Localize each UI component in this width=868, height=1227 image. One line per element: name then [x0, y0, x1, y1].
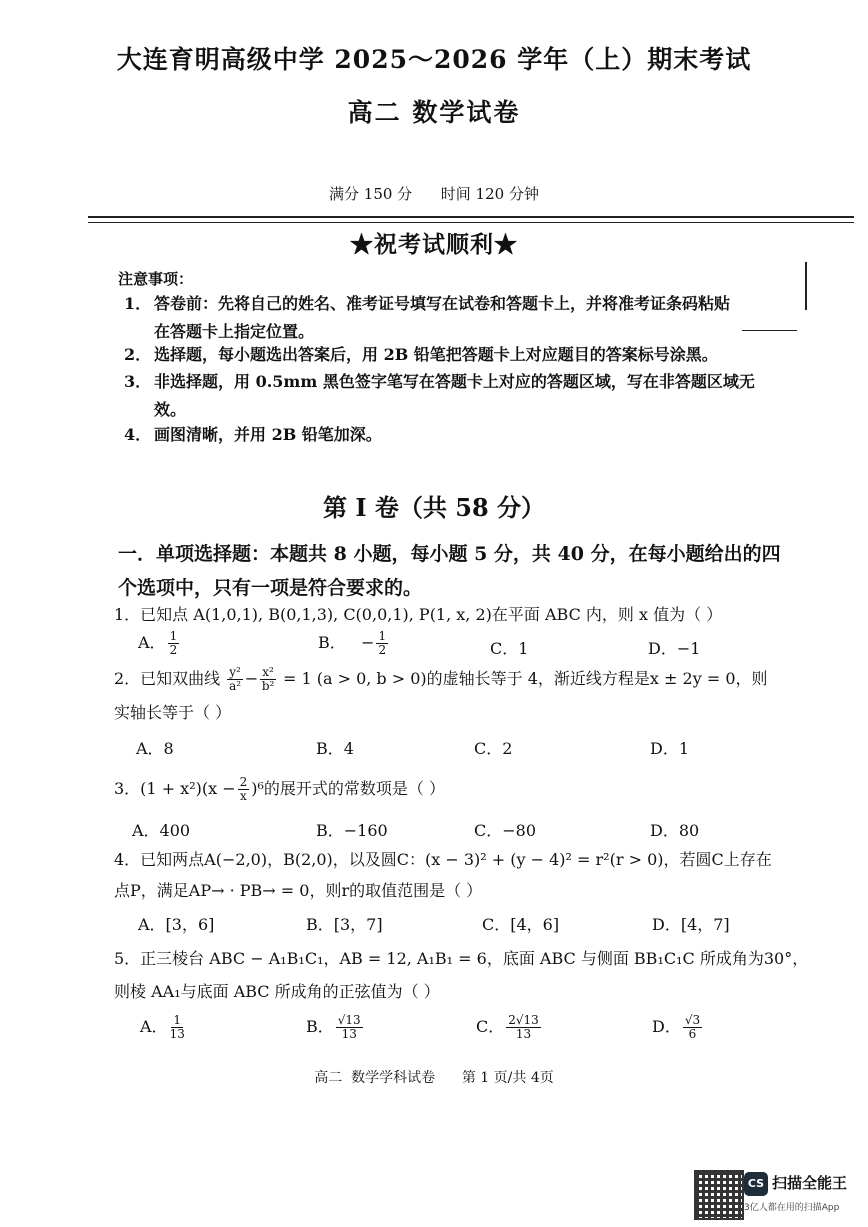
- question-2-stem: [114, 664, 854, 694]
- numerator: x²: [262, 665, 274, 679]
- question-5-option-a: [140, 1014, 187, 1041]
- numerator: √3: [684, 1013, 701, 1027]
- question-4-option-d: D．[4，7]: [652, 915, 730, 934]
- qr-code-icon: [694, 1170, 744, 1220]
- exam-title: 高二 数学试卷: [347, 98, 521, 127]
- notice-text: 非选择题，用 0.5mm 黑色签字笔写在答题卡上对应的答题区域，写在非答题区域无: [154, 372, 755, 391]
- question-1-stem: 1．已知点 A(1,0,1), B(0,1,3), C(0,0,1), P(1, x, 2)在平面 ABC 内，则 x 值为（ ）: [114, 605, 723, 624]
- question-4-option-c: C．[4，6]: [482, 915, 560, 934]
- school-title: 大连育明高级中学 2025～2026 学年（上）期末考试: [116, 45, 752, 74]
- question-1-option-b: [318, 630, 390, 657]
- fraction: [376, 630, 388, 657]
- notice-title: 注意事项：: [118, 270, 194, 288]
- option-label: B．: [306, 1017, 334, 1036]
- part-heading-line-2: 个选项中，只有一项是符合要求的。: [118, 577, 423, 599]
- fraction: [260, 666, 276, 693]
- fraction: [683, 1014, 702, 1041]
- fraction: [238, 776, 250, 803]
- part-heading: [118, 537, 838, 605]
- notice-text: 画图清晰，并用 2B 铅笔加深。: [154, 425, 382, 444]
- question-4-option-b: B．[3，7]: [306, 915, 383, 934]
- option-label: A．: [140, 1017, 168, 1036]
- question-3-option-c: C．−80: [474, 821, 537, 840]
- part-heading-line-1: 一．单项选择题：本题共 8 小题，每小题 5 分，共 40 分，在每小题给出的四: [118, 543, 781, 565]
- question-5-option-c: [476, 1014, 543, 1041]
- notice-item-1: [118, 290, 808, 346]
- exam-meta: 满分 150 分 时间 120 分钟: [329, 185, 539, 203]
- question-5-option-d: [652, 1014, 704, 1041]
- notice-text-cont: 效。: [154, 400, 187, 419]
- numerator: √13: [337, 1013, 361, 1027]
- question-1-option-d: D．−1: [648, 639, 701, 658]
- header-rule-thin: [88, 222, 854, 223]
- camscanner-tagline: 3亿人都在用的扫描App: [744, 1203, 840, 1213]
- question-2-stem-line-2: 实轴长等于（ ）: [114, 703, 232, 722]
- notice-number: 1．: [124, 294, 152, 313]
- question-5-option-b: [306, 1014, 365, 1041]
- fraction: [336, 1014, 363, 1041]
- notice-text: 选择题，每小题选出答案后，用 2B 铅笔把答题卡上对应题目的答案标号涂黑。: [154, 345, 718, 364]
- notice-number: 4．: [124, 425, 152, 444]
- question-1-option-c: C．1: [490, 639, 529, 658]
- numerator: 2√13: [508, 1013, 539, 1027]
- question-3-option-b: B．−160: [316, 821, 388, 840]
- camscanner-logo-icon: CS: [744, 1172, 768, 1196]
- numerator: 2: [239, 775, 248, 789]
- question-4-stem: 4．已知两点A(−2,0)，B(2,0)，以及圆C：(x − 3)² + (y − 4)² = r²(r > 0)，若圆C上存在: [114, 850, 772, 869]
- question-3-option-a: A．400: [132, 821, 191, 840]
- denominator: x: [240, 789, 247, 803]
- option-label: A．: [138, 633, 166, 652]
- fraction: [170, 1014, 185, 1041]
- numerator: 1: [169, 629, 178, 643]
- header-rule-thick: [88, 216, 854, 218]
- question-2-option-b: B．4: [316, 739, 354, 758]
- notice-number: 3．: [124, 372, 152, 391]
- numerator: 1: [378, 629, 387, 643]
- good-luck-banner: ★祝考试顺利★: [350, 231, 518, 258]
- notice-item-4: [118, 421, 808, 449]
- notice-number: 2．: [124, 345, 152, 364]
- question-4-option-a: A．[3，6]: [138, 915, 215, 934]
- question-5-stem: 5．正三棱台 ABC − A₁B₁C₁，AB = 12, A₁B₁ = 6，底面 ABC 与侧面 BB₁C₁C 所成角为30°，: [114, 949, 809, 968]
- page-footer: 高二 数学学科试卷 第 1 页/共 4页: [314, 1070, 554, 1086]
- question-3-stem: [114, 774, 854, 804]
- numerator: y²: [229, 665, 241, 679]
- denominator: 2: [378, 643, 387, 657]
- question-1-option-a: [138, 630, 181, 657]
- camscanner-name: 扫描全能王: [772, 1174, 848, 1192]
- option-label: C．: [476, 1017, 505, 1036]
- denominator: 13: [341, 1027, 357, 1041]
- fraction: [168, 630, 180, 657]
- stem-text: )⁶的展开式的常数项是（ ）: [251, 779, 446, 798]
- stem-text: = 1 (a > 0, b > 0)的虚轴长等于 4，渐近线方程是x ± 2y = 0，则: [282, 669, 768, 688]
- denominator: a²: [229, 679, 242, 693]
- fraction: [506, 1014, 541, 1041]
- denominator: b²: [261, 679, 275, 693]
- denominator: 13: [169, 1027, 185, 1041]
- denominator: 2: [169, 643, 178, 657]
- denominator: 6: [688, 1027, 697, 1041]
- question-2-option-a: A．8: [136, 739, 174, 758]
- notice-item-2: [118, 341, 808, 369]
- option-label: B． −: [318, 633, 375, 652]
- minus-sign: −: [244, 669, 259, 688]
- option-label: D．: [652, 1017, 681, 1036]
- notice-text-cont: 在答题卡上指定位置。: [154, 322, 315, 341]
- question-2-option-d: D．1: [650, 739, 690, 758]
- notice-item-3: [118, 368, 808, 424]
- stem-text: 2．已知双曲线: [114, 669, 221, 688]
- denominator: 13: [515, 1027, 532, 1041]
- question-3-option-d: D．80: [650, 821, 700, 840]
- question-4-stem-line-2: 点P，满足AP→ · PB→ = 0，则r的取值范围是（ ）: [114, 881, 483, 900]
- question-5-stem-line-2: 则棱 AA₁与底面 ABC 所成角的正弦值为（ ）: [114, 982, 440, 1001]
- fraction: [227, 666, 243, 693]
- section-title: 第 I 卷（共 58 分）: [322, 493, 546, 522]
- notice-text: 答卷前：先将自己的姓名、准考证号填写在试卷和答题卡上，并将准考证条码粘贴: [154, 294, 731, 313]
- stem-text: 3．(1 + x²)(x −: [114, 779, 236, 798]
- numerator: 1: [173, 1013, 182, 1027]
- question-2-option-c: C．2: [474, 739, 513, 758]
